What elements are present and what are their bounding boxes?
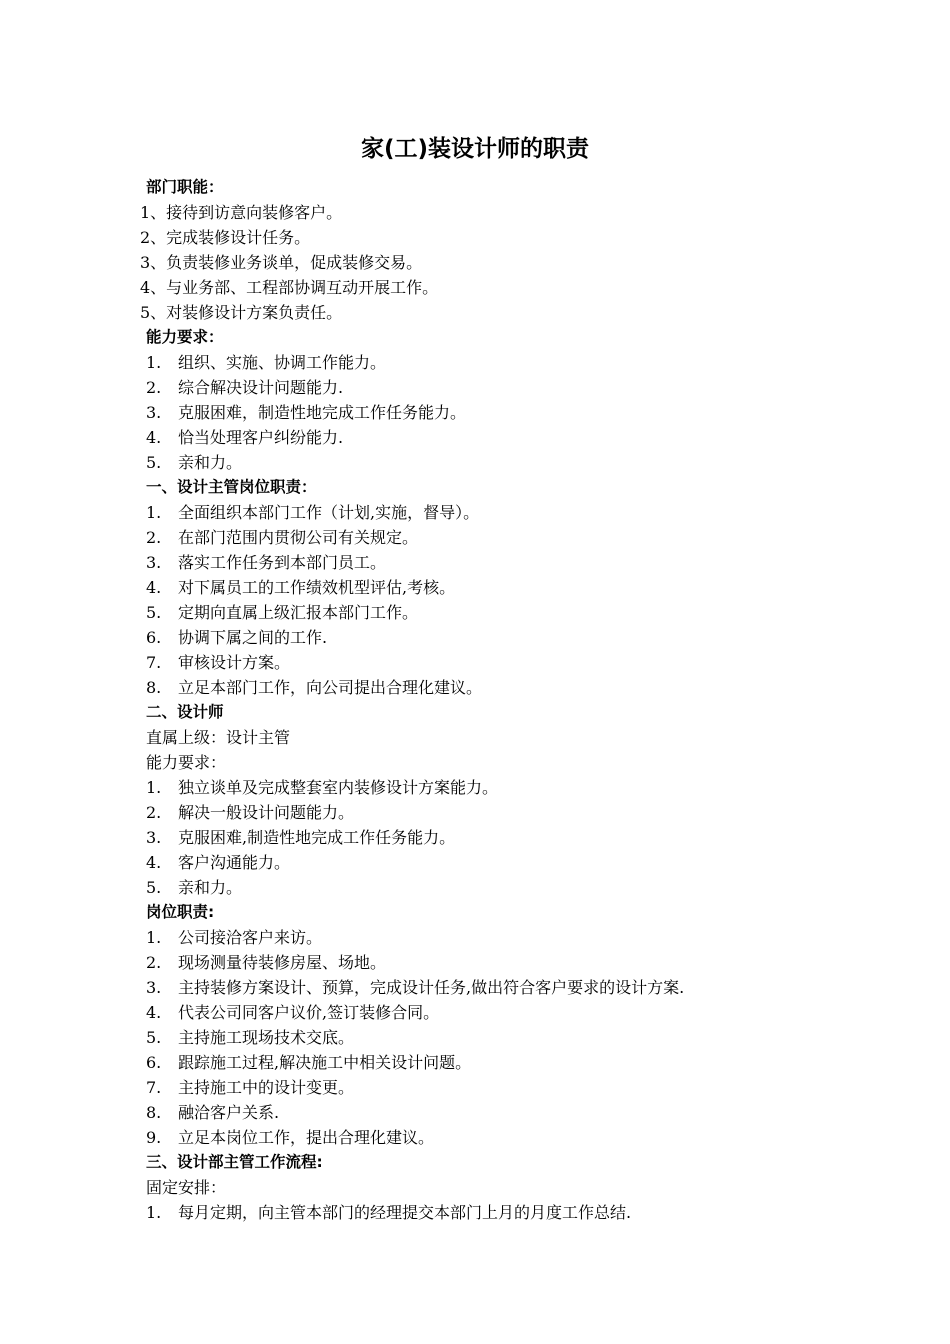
list-item-number: 1. — [146, 1203, 162, 1222]
list-item-number: 5. — [146, 603, 162, 622]
list-item-text: 现场测量待装修房屋、场地。 — [178, 953, 387, 972]
list-item — [138, 800, 838, 825]
list-item — [138, 1075, 838, 1100]
section-heading: 一、设计主管岗位职责： — [146, 478, 317, 496]
list-item — [138, 600, 838, 625]
list-item-number: 6. — [146, 628, 162, 647]
list-item-number: 6. — [146, 1053, 162, 1072]
list-item-number: 5. — [146, 453, 162, 472]
list-item: 2、完成装修设计任务。 — [140, 228, 311, 247]
list-item-text: 亲和力。 — [178, 878, 243, 897]
list-item-text: 解决一般设计问题能力。 — [178, 803, 355, 822]
list-item-text: 对下属员工的工作绩效机型评估,考核。 — [178, 578, 456, 597]
list-item-text: 公司接洽客户来访。 — [178, 928, 323, 947]
list-item-number: 8. — [146, 1103, 162, 1122]
document-title: 家(工)装设计师的职责 — [360, 136, 590, 162]
list-item-number: 1. — [146, 353, 162, 372]
paragraph-line: 直属上级：设计主管 — [146, 728, 291, 747]
list-item — [138, 375, 838, 400]
list-item-text: 融洽客户关系. — [178, 1103, 280, 1122]
list-item-number: 4. — [146, 1003, 162, 1022]
list-item — [138, 675, 838, 700]
list-item-number: 2. — [146, 953, 162, 972]
list-item-number: 9. — [146, 1128, 162, 1147]
list-item-text: 主持施工现场技术交底。 — [178, 1028, 355, 1047]
list-item-text: 主持装修方案设计、预算，完成设计任务,做出符合客户要求的设计方案. — [178, 978, 685, 997]
list-item — [138, 425, 838, 450]
list-item-number: 2. — [146, 803, 162, 822]
list-item-number: 1. — [146, 503, 162, 522]
list-item — [138, 500, 838, 525]
list-item-number: 5. — [146, 878, 162, 897]
list-item-text: 落实工作任务到本部门员工。 — [178, 553, 387, 572]
list-item-text: 在部门范围内贯彻公司有关规定。 — [178, 528, 419, 547]
list-item-text: 全面组织本部门工作（计划,实施，督导）。 — [178, 503, 480, 522]
list-item-text: 立足本岗位工作，提出合理化建议。 — [178, 1128, 435, 1147]
section-heading: 二、设计师 — [146, 703, 224, 721]
list-item — [138, 525, 838, 550]
paragraph-line: 能力要求： — [146, 753, 227, 772]
list-item-text: 跟踪施工过程,解决施工中相关设计问题。 — [178, 1053, 472, 1072]
list-item-text: 每月定期，向主管本部门的经理提交本部门上月的月度工作总结. — [178, 1203, 632, 1222]
list-item-text: 组织、实施、协调工作能力。 — [178, 353, 387, 372]
list-item — [138, 625, 838, 650]
list-item-text: 立足本部门工作，向公司提出合理化建议。 — [178, 678, 483, 697]
list-item — [138, 450, 838, 475]
list-item — [138, 950, 838, 975]
list-item-number: 2. — [146, 378, 162, 397]
list-item-number: 4. — [146, 853, 162, 872]
list-item-number: 7. — [146, 1078, 162, 1097]
list-item-number: 1. — [146, 778, 162, 797]
list-item — [138, 1200, 838, 1225]
list-item — [138, 1100, 838, 1125]
list-item-text: 协调下属之间的工作. — [178, 628, 328, 647]
list-item — [138, 575, 838, 600]
list-item — [138, 1000, 838, 1025]
paragraph-line: 固定安排： — [146, 1178, 227, 1197]
section-heading: 能力要求： — [146, 328, 224, 346]
list-item — [138, 975, 838, 1000]
list-item: 1、接待到访意向装修客户。 — [140, 203, 343, 222]
list-item — [138, 350, 838, 375]
list-item: 3、负责装修业务谈单，促成装修交易。 — [140, 253, 423, 272]
list-item — [138, 850, 838, 875]
list-item-number: 1. — [146, 928, 162, 947]
list-item-text: 克服困难，制造性地完成工作任务能力。 — [178, 403, 467, 422]
section-heading: 岗位职责: — [146, 903, 215, 921]
list-item-number: 3. — [146, 978, 162, 997]
list-item-text: 审核设计方案。 — [178, 653, 291, 672]
list-item-number: 2. — [146, 528, 162, 547]
list-item-text: 亲和力。 — [178, 453, 243, 472]
list-item-number: 3. — [146, 553, 162, 572]
section-heading: 部门职能： — [146, 178, 224, 196]
list-item — [138, 650, 838, 675]
list-item-number: 5. — [146, 1028, 162, 1047]
list-item — [138, 1025, 838, 1050]
list-item-text: 克服困难,制造性地完成工作任务能力。 — [178, 828, 456, 847]
list-item — [138, 925, 838, 950]
list-item-number: 3. — [146, 828, 162, 847]
list-item: 5、对装修设计方案负责任。 — [140, 303, 343, 322]
list-item: 4、与业务部、工程部协调互动开展工作。 — [140, 278, 439, 297]
list-item-text: 综合解决设计问题能力. — [178, 378, 344, 397]
list-item — [138, 400, 838, 425]
document-body — [138, 175, 838, 1225]
section-heading: 三、设计部主管工作流程: — [146, 1153, 323, 1171]
list-item-text: 代表公司同客户议价,签订装修合同。 — [178, 1003, 440, 1022]
list-item-text: 主持施工中的设计变更。 — [178, 1078, 355, 1097]
list-item — [138, 1050, 838, 1075]
list-item-number: 3. — [146, 403, 162, 422]
list-item-text: 独立谈单及完成整套室内装修设计方案能力。 — [178, 778, 499, 797]
list-item — [138, 825, 838, 850]
list-item — [138, 1125, 838, 1150]
list-item-number: 4. — [146, 578, 162, 597]
list-item-number: 7. — [146, 653, 162, 672]
list-item — [138, 775, 838, 800]
list-item-text: 定期向直属上级汇报本部门工作。 — [178, 603, 419, 622]
list-item-number: 8. — [146, 678, 162, 697]
list-item-text: 恰当处理客户纠纷能力. — [178, 428, 344, 447]
list-item — [138, 875, 838, 900]
list-item-number: 4. — [146, 428, 162, 447]
list-item-text: 客户沟通能力。 — [178, 853, 291, 872]
list-item — [138, 550, 838, 575]
